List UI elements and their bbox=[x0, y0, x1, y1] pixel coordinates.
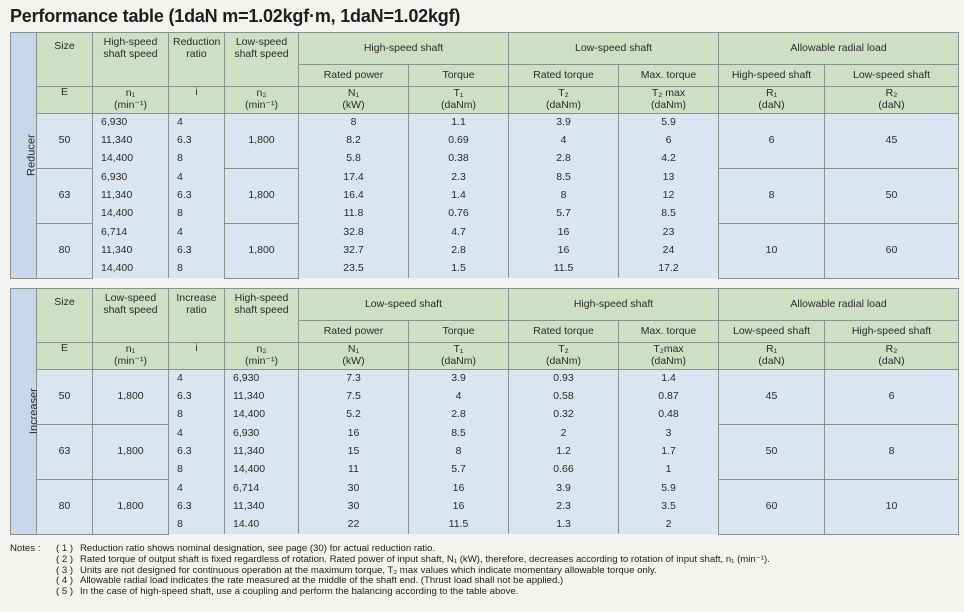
header-power-text: Rated power bbox=[323, 324, 384, 337]
header-in-speed-sym bbox=[93, 343, 169, 370]
ratio-cell: 4 bbox=[169, 424, 225, 442]
torque-cell: 8.5 bbox=[409, 424, 509, 442]
header-power-sym-text: N₁ bbox=[347, 87, 360, 100]
notes bbox=[10, 544, 770, 598]
header-r2-sym bbox=[825, 87, 959, 114]
torque-cell: 0.76 bbox=[409, 205, 509, 223]
speed-out-cell: 1,800 bbox=[225, 223, 299, 278]
header-rtorque-sym bbox=[509, 343, 619, 370]
header-r2-sym-text: (daN) bbox=[878, 355, 905, 367]
header-mtorque bbox=[619, 321, 719, 343]
header-in-speed-text: High-speed shaft speed bbox=[103, 36, 158, 60]
power-cell: 7.3 bbox=[299, 370, 409, 388]
ratio-cell: 4 bbox=[169, 223, 225, 241]
power-cell: 32.7 bbox=[299, 242, 409, 260]
speed-out-cell: 11,340 bbox=[225, 498, 299, 516]
header-torque-text: Torque bbox=[442, 324, 475, 337]
speed-out-cell: 14,400 bbox=[225, 406, 299, 424]
header-group-2-text: High-speed shaft bbox=[573, 297, 654, 310]
header-r2-sym-text: (daN) bbox=[878, 99, 905, 111]
header-in-speed-sym-text: (min⁻¹) bbox=[114, 355, 147, 367]
max-torque-cell: 13 bbox=[619, 168, 719, 186]
power-cell: 5.2 bbox=[299, 406, 409, 424]
header-ratio-sym bbox=[169, 87, 225, 114]
header-r1-text: Low-speed shaft bbox=[732, 324, 811, 337]
header-out-speed bbox=[225, 33, 299, 87]
size-cell: 63 bbox=[37, 424, 93, 479]
header-size-sym-text: E bbox=[60, 342, 68, 354]
power-cell: 7.5 bbox=[299, 388, 409, 406]
rated-torque-cell: 16 bbox=[509, 242, 619, 260]
torque-cell: 16 bbox=[409, 479, 509, 497]
power-cell: 16.4 bbox=[299, 187, 409, 205]
header-rtorque bbox=[509, 321, 619, 343]
header-torque-sym bbox=[409, 343, 509, 370]
speed-out-cell: 11,340 bbox=[225, 388, 299, 406]
rated-torque-cell: 0.66 bbox=[509, 461, 619, 479]
header-rtorque-sym-text: T₂ bbox=[558, 87, 569, 100]
header-rtorque-sym-text: (daNm) bbox=[546, 99, 582, 111]
rated-torque-cell: 8.5 bbox=[509, 168, 619, 186]
speed-out-cell: 14.40 bbox=[225, 516, 299, 534]
ratio-cell: 8 bbox=[169, 205, 225, 223]
size-cell: 50 bbox=[37, 370, 93, 425]
header-in-speed-text: Low-speed shaft speed bbox=[103, 292, 158, 316]
header-ratio-sym-text: i bbox=[195, 342, 198, 354]
torque-cell: 16 bbox=[409, 498, 509, 516]
header-r2 bbox=[825, 321, 959, 343]
note-number: ( 4 ) bbox=[56, 575, 74, 587]
max-torque-cell: 4.2 bbox=[619, 150, 719, 168]
size-cell: 63 bbox=[37, 168, 93, 223]
header-group-2 bbox=[509, 289, 719, 321]
max-torque-cell: 5.9 bbox=[619, 479, 719, 497]
power-cell: 11.8 bbox=[299, 205, 409, 223]
rated-torque-cell: 3.9 bbox=[509, 114, 619, 132]
torque-cell: 4 bbox=[409, 388, 509, 406]
notes-label bbox=[10, 576, 56, 587]
ratio-cell: 6.3 bbox=[169, 388, 225, 406]
speed-in-cell: 14,400 bbox=[93, 260, 169, 278]
torque-cell: 3.9 bbox=[409, 370, 509, 388]
note-text: Reduction ratio shows nominal designation, see page (30) for actual reduction ratio. bbox=[80, 543, 436, 554]
rated-torque-cell: 1.2 bbox=[509, 443, 619, 461]
notes-label bbox=[10, 555, 56, 566]
header-power-sym-text: N₁ bbox=[347, 343, 360, 356]
ratio-cell: 8 bbox=[169, 150, 225, 168]
size-cell: 50 bbox=[37, 114, 93, 169]
rated-torque-cell: 1.3 bbox=[509, 516, 619, 534]
speed-in-cell: 11,340 bbox=[93, 242, 169, 260]
note-number: ( 5 ) bbox=[56, 586, 74, 598]
header-torque-text: Torque bbox=[442, 68, 475, 81]
header-out-speed-sym bbox=[225, 87, 299, 114]
notes-label: Notes : bbox=[10, 543, 41, 554]
header-r1-text: High-speed shaft bbox=[731, 68, 812, 81]
header-ratio bbox=[169, 289, 225, 343]
header-r1-sym bbox=[719, 343, 825, 370]
radial-load-1-cell: 10 bbox=[719, 223, 825, 278]
header-in-speed bbox=[93, 289, 169, 343]
torque-cell: 0.38 bbox=[409, 150, 509, 168]
header-size-sym-text: E bbox=[60, 86, 68, 98]
radial-load-1-cell: 50 bbox=[719, 424, 825, 479]
header-ratio-sym bbox=[169, 343, 225, 370]
max-torque-cell: 2 bbox=[619, 516, 719, 534]
radial-load-1-cell: 45 bbox=[719, 370, 825, 425]
max-torque-cell: 23 bbox=[619, 223, 719, 241]
radial-load-2-cell: 45 bbox=[825, 114, 959, 169]
radial-load-2-cell: 10 bbox=[825, 479, 959, 534]
max-torque-cell: 12 bbox=[619, 187, 719, 205]
ratio-cell: 4 bbox=[169, 168, 225, 186]
header-r1-sym bbox=[719, 87, 825, 114]
header-rtorque-text: Rated torque bbox=[533, 324, 594, 337]
speed-out-cell: 1,800 bbox=[225, 168, 299, 223]
header-power bbox=[299, 321, 409, 343]
header-mtorque-text: Max. torque bbox=[640, 324, 697, 337]
header-in-speed-sym-text: n₁ bbox=[125, 343, 136, 356]
max-torque-cell: 3.5 bbox=[619, 498, 719, 516]
power-cell: 8.2 bbox=[299, 132, 409, 150]
header-out-speed-sym-text: n₂ bbox=[256, 87, 267, 100]
header-rtorque-sym-text: T₂ bbox=[558, 343, 569, 356]
reducer-table bbox=[10, 32, 959, 279]
radial-load-1-cell: 6 bbox=[719, 114, 825, 169]
max-torque-cell: 8.5 bbox=[619, 205, 719, 223]
note-text: Allowable radial load indicates the rate measured at the middle of the shaft end. (Thrust load shall not be applied.) bbox=[80, 575, 564, 587]
rated-torque-cell: 11.5 bbox=[509, 260, 619, 278]
header-group-1 bbox=[299, 33, 509, 65]
power-cell: 32.8 bbox=[299, 223, 409, 241]
radial-load-2-cell: 8 bbox=[825, 424, 959, 479]
header-ratio-sym-text: i bbox=[195, 86, 198, 98]
rated-torque-cell: 0.58 bbox=[509, 388, 619, 406]
header-ratio-text: Increase ratio bbox=[176, 292, 217, 316]
power-cell: 11 bbox=[299, 461, 409, 479]
header-mtorque-sym-text: T₂ max bbox=[651, 87, 686, 100]
header-mtorque-sym bbox=[619, 343, 719, 370]
speed-out-cell: 14,400 bbox=[225, 461, 299, 479]
power-cell: 16 bbox=[299, 424, 409, 442]
header-r2 bbox=[825, 65, 959, 87]
ratio-cell: 8 bbox=[169, 516, 225, 534]
header-torque-sym-text: T₁ bbox=[453, 343, 464, 356]
speed-in-cell: 1,800 bbox=[93, 479, 169, 534]
header-in-speed bbox=[93, 33, 169, 87]
header-out-speed-sym-text: n₂ bbox=[256, 343, 267, 356]
rated-torque-cell: 5.7 bbox=[509, 205, 619, 223]
header-power-sym-text: (kW) bbox=[342, 99, 365, 111]
ratio-cell: 4 bbox=[169, 370, 225, 388]
speed-in-cell: 6,714 bbox=[93, 223, 169, 241]
power-cell: 8 bbox=[299, 114, 409, 132]
speed-in-cell: 11,340 bbox=[93, 132, 169, 150]
torque-cell: 2.8 bbox=[409, 242, 509, 260]
max-torque-cell: 6 bbox=[619, 132, 719, 150]
torque-cell: 11.5 bbox=[409, 516, 509, 534]
header-rtorque bbox=[509, 65, 619, 87]
speed-out-cell: 6,930 bbox=[225, 424, 299, 442]
radial-load-1-cell: 60 bbox=[719, 479, 825, 534]
notes-label bbox=[10, 566, 56, 577]
power-cell: 5.8 bbox=[299, 150, 409, 168]
max-torque-cell: 0.87 bbox=[619, 388, 719, 406]
radial-load-2-cell: 50 bbox=[825, 168, 959, 223]
rated-torque-cell: 2.3 bbox=[509, 498, 619, 516]
header-rtorque-text: Rated torque bbox=[533, 68, 594, 81]
rated-torque-cell: 0.32 bbox=[509, 406, 619, 424]
header-power-sym bbox=[299, 87, 409, 114]
header-group-2 bbox=[509, 33, 719, 65]
header-size-text: Size bbox=[54, 296, 75, 308]
ratio-cell: 8 bbox=[169, 260, 225, 278]
header-r1-sym-text: R₁ bbox=[765, 87, 778, 100]
header-group-2-text: Low-speed shaft bbox=[574, 41, 653, 54]
header-ratio bbox=[169, 33, 225, 87]
speed-in-cell: 1,800 bbox=[93, 424, 169, 479]
header-out-speed bbox=[225, 289, 299, 343]
header-group-3 bbox=[719, 33, 959, 65]
header-power-sym bbox=[299, 343, 409, 370]
header-out-speed-text: High-speed shaft speed bbox=[234, 292, 289, 316]
header-rtorque-sym bbox=[509, 87, 619, 114]
note-text: Rated torque of output shaft is fixed regardless of rotation. Rated power of input shaft, N₁ (kW), therefore, decreases according to rotation of input shaft, n₁ (min⁻¹). bbox=[80, 553, 770, 565]
header-out-speed-sym bbox=[225, 343, 299, 370]
torque-cell: 1.1 bbox=[409, 114, 509, 132]
header-ratio-text: Reduction ratio bbox=[173, 36, 221, 60]
power-cell: 30 bbox=[299, 498, 409, 516]
header-r2-sym-text: R₂ bbox=[885, 87, 898, 100]
header-r2-sym-text: R₂ bbox=[885, 343, 898, 356]
header-power-text: Rated power bbox=[323, 68, 384, 81]
ratio-cell: 8 bbox=[169, 406, 225, 424]
speed-in-cell: 14,400 bbox=[93, 150, 169, 168]
header-out-speed-text: Low-speed shaft speed bbox=[234, 36, 289, 60]
header-out-speed-sym-text: (min⁻¹) bbox=[245, 99, 278, 111]
note-number: ( 2 ) bbox=[56, 553, 74, 565]
rated-torque-cell: 4 bbox=[509, 132, 619, 150]
rated-torque-cell: 8 bbox=[509, 187, 619, 205]
rated-torque-cell: 2 bbox=[509, 424, 619, 442]
max-torque-cell: 17.2 bbox=[619, 260, 719, 278]
note-item bbox=[10, 555, 770, 566]
reducer-side-text: Reducer bbox=[25, 134, 38, 176]
ratio-cell: 4 bbox=[169, 114, 225, 132]
size-cell: 80 bbox=[37, 223, 93, 278]
power-cell: 17.4 bbox=[299, 168, 409, 186]
speed-in-cell: 6,930 bbox=[93, 114, 169, 132]
speed-out-cell: 11,340 bbox=[225, 443, 299, 461]
header-r1-sym-text: (daN) bbox=[758, 355, 785, 367]
rated-torque-cell: 2.8 bbox=[509, 150, 619, 168]
torque-cell: 0.69 bbox=[409, 132, 509, 150]
reducer-side-label bbox=[11, 33, 37, 279]
header-in-speed-sym bbox=[93, 87, 169, 114]
speed-out-cell: 1,800 bbox=[225, 114, 299, 169]
power-cell: 22 bbox=[299, 516, 409, 534]
header-group-3-text: Allowable radial load bbox=[790, 297, 887, 310]
max-torque-cell: 1.4 bbox=[619, 370, 719, 388]
speed-in-cell: 11,340 bbox=[93, 187, 169, 205]
ratio-cell: 6.3 bbox=[169, 132, 225, 150]
header-group-1-text: Low-speed shaft bbox=[364, 297, 443, 310]
header-size-text: Size bbox=[54, 40, 75, 52]
header-r1-sym-text: (daN) bbox=[758, 99, 785, 111]
header-r1 bbox=[719, 321, 825, 343]
power-cell: 23.5 bbox=[299, 260, 409, 278]
header-out-speed-sym-text: (min⁻¹) bbox=[245, 355, 278, 367]
max-torque-cell: 1 bbox=[619, 461, 719, 479]
page-title: Performance table (1daN m=1.02kgf·m, 1daN=1.02kgf) bbox=[10, 6, 461, 26]
header-size bbox=[37, 289, 93, 343]
rated-torque-cell: 0.93 bbox=[509, 370, 619, 388]
header-torque-sym-text: (daNm) bbox=[440, 355, 476, 367]
note-text: Units are not designed for continuous operation at the maximum torque, T₂ max values which indicate momentary allowable torque only. bbox=[80, 564, 657, 576]
torque-cell: 1.5 bbox=[409, 260, 509, 278]
torque-cell: 4.7 bbox=[409, 223, 509, 241]
header-mtorque-sym-text: (daNm) bbox=[651, 99, 687, 111]
header-r2-text: Low-speed shaft bbox=[852, 68, 931, 81]
header-r2-text: High-speed shaft bbox=[851, 324, 932, 337]
max-torque-cell: 24 bbox=[619, 242, 719, 260]
header-torque-sym bbox=[409, 87, 509, 114]
ratio-cell: 6.3 bbox=[169, 498, 225, 516]
radial-load-2-cell: 60 bbox=[825, 223, 959, 278]
notes-label bbox=[10, 587, 56, 598]
increaser-side-label bbox=[11, 289, 40, 535]
ratio-cell: 8 bbox=[169, 461, 225, 479]
speed-in-cell: 14,400 bbox=[93, 205, 169, 223]
max-torque-cell: 5.9 bbox=[619, 114, 719, 132]
header-group-3 bbox=[719, 289, 959, 321]
size-cell: 80 bbox=[37, 479, 93, 534]
max-torque-cell: 1.7 bbox=[619, 443, 719, 461]
note-number: ( 1 ) bbox=[56, 543, 74, 554]
note-item bbox=[10, 587, 770, 598]
speed-out-cell: 6,714 bbox=[225, 479, 299, 497]
header-r1 bbox=[719, 65, 825, 87]
header-r1-sym-text: R₁ bbox=[765, 343, 778, 356]
torque-cell: 5.7 bbox=[409, 461, 509, 479]
header-in-speed-sym-text: n₁ bbox=[125, 87, 136, 100]
header-r2-sym bbox=[825, 343, 959, 370]
header-mtorque-sym bbox=[619, 87, 719, 114]
header-size bbox=[37, 33, 93, 87]
header-size-sym bbox=[37, 87, 93, 114]
header-power bbox=[299, 65, 409, 87]
rated-torque-cell: 3.9 bbox=[509, 479, 619, 497]
ratio-cell: 6.3 bbox=[169, 242, 225, 260]
header-torque bbox=[409, 65, 509, 87]
radial-load-1-cell: 8 bbox=[719, 168, 825, 223]
torque-cell: 2.3 bbox=[409, 168, 509, 186]
speed-in-cell: 1,800 bbox=[93, 370, 169, 425]
header-mtorque-sym-text: (daNm) bbox=[651, 355, 687, 367]
header-mtorque bbox=[619, 65, 719, 87]
header-group-3-text: Allowable radial load bbox=[790, 41, 887, 54]
torque-cell: 1.4 bbox=[409, 187, 509, 205]
increaser-side-text: Increaser bbox=[27, 388, 40, 435]
header-group-1-text: High-speed shaft bbox=[363, 41, 444, 54]
header-rtorque-sym-text: (daNm) bbox=[545, 355, 581, 367]
ratio-cell: 4 bbox=[169, 479, 225, 497]
header-mtorque-text: Max. torque bbox=[640, 68, 697, 81]
torque-cell: 8 bbox=[409, 443, 509, 461]
speed-in-cell: 6,930 bbox=[93, 168, 169, 186]
power-cell: 15 bbox=[299, 443, 409, 461]
torque-cell: 2.8 bbox=[409, 406, 509, 424]
header-torque-sym-text: (daNm) bbox=[441, 99, 477, 111]
header-size-sym bbox=[37, 343, 93, 370]
ratio-cell: 6.3 bbox=[169, 443, 225, 461]
max-torque-cell: 3 bbox=[619, 424, 719, 442]
header-group-1 bbox=[299, 289, 509, 321]
increaser-table bbox=[10, 288, 959, 535]
header-mtorque-sym-text: T₂max bbox=[653, 343, 684, 356]
note-number: ( 3 ) bbox=[56, 564, 74, 576]
header-power-sym-text: (kW) bbox=[342, 355, 365, 367]
max-torque-cell: 0.48 bbox=[619, 406, 719, 424]
rated-torque-cell: 16 bbox=[509, 223, 619, 241]
header-torque-sym-text: T₁ bbox=[453, 87, 464, 100]
header-in-speed-sym-text: (min⁻¹) bbox=[114, 99, 147, 111]
note-text: In the case of high-speed shaft, use a coupling and perform the balancing according to the table above. bbox=[80, 586, 519, 598]
radial-load-2-cell: 6 bbox=[825, 370, 959, 425]
ratio-cell: 6.3 bbox=[169, 187, 225, 205]
speed-out-cell: 6,930 bbox=[225, 370, 299, 388]
power-cell: 30 bbox=[299, 479, 409, 497]
header-torque bbox=[409, 321, 509, 343]
